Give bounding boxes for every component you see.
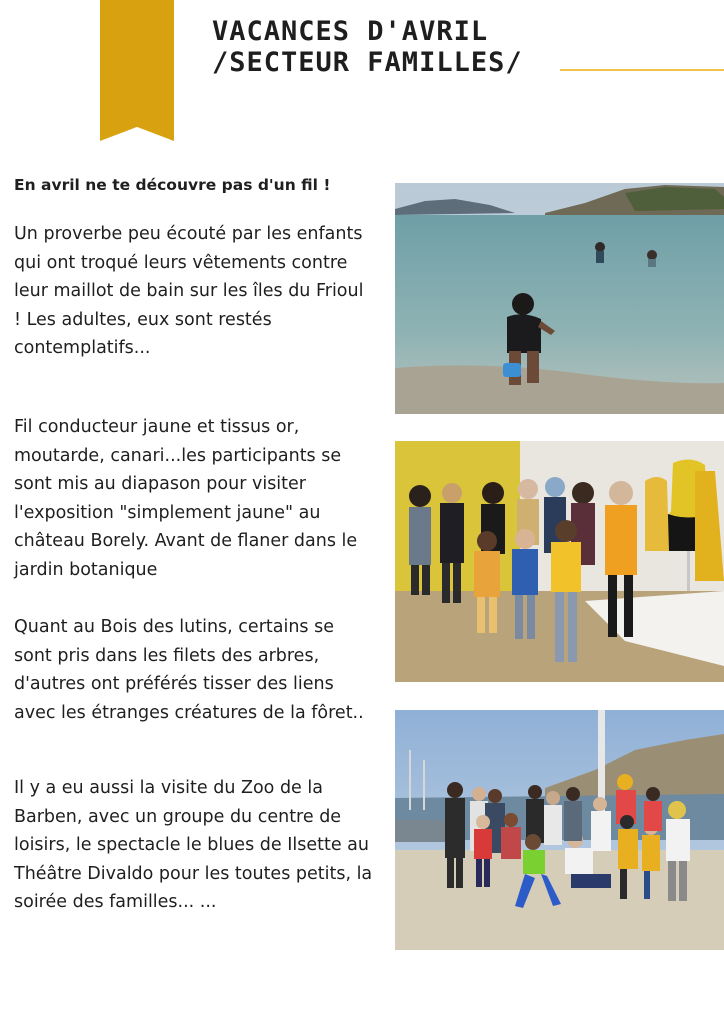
bookmark-ribbon bbox=[100, 0, 174, 141]
title-line-2: /SECTEUR FAMILLES/ bbox=[212, 47, 523, 78]
title-line-1: VACANCES D'AVRIL bbox=[212, 16, 489, 47]
photo-exhibition-jaune bbox=[395, 441, 724, 682]
page-title bbox=[212, 16, 523, 78]
paragraph-frioul: Un proverbe peu écouté par les enfants qui ont troqué leurs vêtements contre leur maillot de bain sur les îles du Frioul ! Les adultes, eux sont restés contemplatifs... bbox=[14, 224, 364, 358]
paragraph-exposition: Fil conducteur jaune et tissus or, moutarde, canari...les participants se sont mis au diapason pour visiter l'exposition "simplement jaune" au château Borely. Avant de flaner dans le jardin botanique bbox=[14, 417, 358, 580]
lead-sentence: En avril ne te découvre pas d'un fil ! bbox=[14, 176, 331, 194]
title-accent-line bbox=[560, 69, 724, 71]
paragraph-bois-des-lutins: Quant au Bois des lutins, certains se sont pris dans les filets des arbres, d'autres ont préférés tisser des liens avec les étranges créatures de la fôret.. bbox=[14, 617, 364, 723]
paragraph-zoo: Il y a eu aussi la visite du Zoo de la Barben, avec un groupe du centre de loisirs, le spectacle le blues de Ilsette au Théâtre Divaldo pour les toutes petits, la soirée des familles... ... bbox=[14, 778, 373, 912]
photo-beach-frioul bbox=[395, 183, 724, 414]
photo-group-harbour bbox=[395, 710, 724, 950]
